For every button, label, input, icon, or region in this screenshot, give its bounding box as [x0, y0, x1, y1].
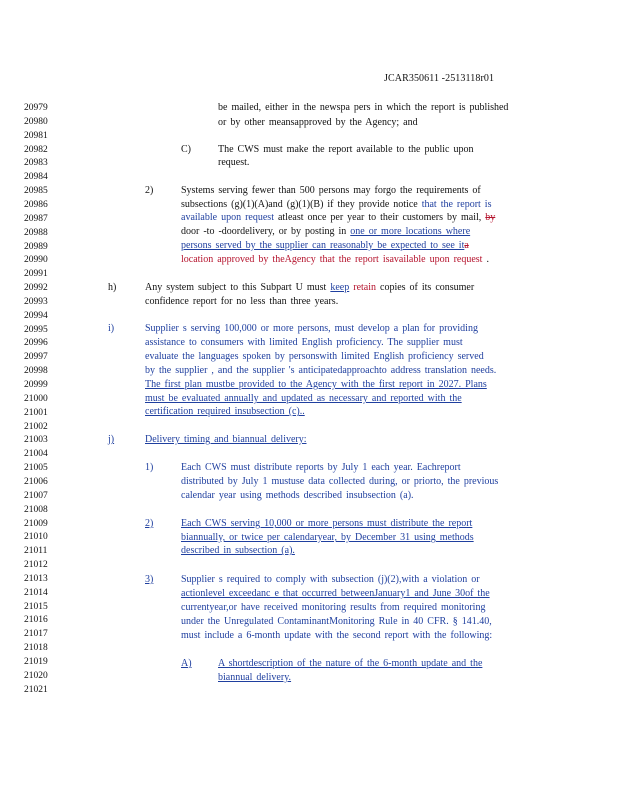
item-j2-line-2: biannually, or twice per calendaryear, by December 31 using methods [181, 532, 474, 543]
inserted-text: available upon request [181, 212, 274, 223]
item-i-line-3: evaluate the languages spoken by personswith limited English proficiency served [145, 351, 484, 362]
item-c-line-1: The CWS must make the report available to the public upon [218, 144, 474, 155]
item-j2-line-3: described in subsection (a). [181, 545, 295, 556]
item-j3-line-1: Supplier s required to comply with subsection (j)(2),with a violation or [181, 574, 480, 585]
line-number: 20997 [24, 352, 48, 363]
line-number: 20983 [24, 158, 48, 169]
line-number: 21016 [24, 615, 48, 626]
item-j1-line-2: distributed by July 1 mustuse data collected during, or priorto, the previous [181, 476, 499, 487]
line-number: 21010 [24, 532, 48, 543]
line-number: 21007 [24, 490, 48, 501]
line-number: 20982 [24, 144, 48, 155]
item-jA-line-1: A shortdescription of the nature of the 6-month update and the [218, 658, 483, 669]
line-number: 21003 [24, 435, 48, 446]
block-a-line-2: or by other meansapproved by the Agency; and [218, 117, 418, 128]
item-j1-line-1: Each CWS must distribute reports by July 1 each year. Eachreport [181, 462, 461, 473]
item-2-line-2 [181, 199, 491, 211]
block-a-line-1: be mailed, either in the newspa pers in which the report is published [218, 102, 509, 113]
line-number: 20987 [24, 213, 48, 224]
line-number: 21018 [24, 643, 48, 654]
item-2-line-1: Systems serving fewer than 500 persons may forgo the requirements of [181, 185, 481, 196]
line-number: 21009 [24, 518, 48, 529]
item-j1-line-3: calendar year using methods described insubsection (a). [181, 490, 414, 501]
line-number: 21004 [24, 449, 48, 460]
line-number: 20994 [24, 310, 48, 321]
item-h-line-2: confidence report for no less than three years. [145, 296, 339, 307]
item-j3-line-5: must include a 6-month update with the second report with the following: [181, 630, 493, 641]
revised-text: location approved by theAgency that the report isavailable upon request [181, 254, 483, 265]
line-number: 21020 [24, 670, 48, 681]
line-number: 20991 [24, 269, 48, 280]
item-c-line-2: request. [218, 157, 250, 168]
item-i-label: i) [108, 323, 115, 334]
line-number: 20980 [24, 116, 48, 127]
line-number: 20986 [24, 199, 48, 210]
item-j2-line-1: Each CWS serving 10,000 or more persons must distribute the report [181, 518, 473, 529]
inserted-text: persons served by the supplier can reasonably be expected to see it [181, 240, 465, 251]
line-number: 21005 [24, 463, 48, 474]
inserted-text: keep [330, 282, 350, 293]
item-2-line-4 [181, 226, 470, 238]
line-number: 21006 [24, 476, 48, 487]
item-2-label: 2) [145, 185, 154, 196]
item-j3-label: 3) [145, 574, 154, 585]
line-number: 21008 [24, 504, 48, 515]
line-number: 21000 [24, 393, 48, 404]
item-2-line-3-text: atleast once per year to their customers by mail, [273, 212, 486, 223]
line-number: 20995 [24, 324, 48, 335]
line-number: 21011 [24, 546, 48, 557]
item-2-line-2-text: subsections (g)(1)(A)and (g)(1)(B) if they provide notice [181, 199, 422, 210]
item-h-line-1-text: Any system subject to this Subpart U must [145, 282, 331, 293]
line-number: 21013 [24, 573, 48, 584]
item-c-label: C) [181, 144, 191, 155]
item-i-line-4: by the supplier , and the supplier 's anticipatedapproachto address translation needs. [145, 365, 497, 376]
deleted-text: by [485, 212, 496, 223]
line-number: 21012 [24, 560, 48, 570]
item-i-line-2: assistance to consumers with limited English proficiency. The supplier must [145, 337, 463, 348]
line-number: 20996 [24, 338, 48, 349]
item-j3-line-2: actionlevel exceedanc e that occurred betweenJanuary1 and June 30of the [181, 588, 490, 599]
item-h-line-1-end: copies of its consumer [376, 282, 475, 293]
item-jA-line-2: biannual delivery. [218, 672, 292, 683]
line-number: 20984 [24, 172, 48, 183]
item-2-line-6-end: . [482, 254, 489, 265]
line-number: 20985 [24, 186, 48, 197]
line-number: 20998 [24, 366, 48, 377]
line-number: 20992 [24, 283, 48, 293]
line-number: 20989 [24, 241, 48, 252]
line-number: 20990 [24, 255, 48, 266]
item-j-heading: Delivery timing and biannual delivery: [145, 434, 307, 445]
item-j2-label: 2) [145, 518, 154, 529]
line-number: 21015 [24, 601, 48, 612]
item-i-line-1: Supplier s serving 100,000 or more persons, must develop a plan for providing [145, 323, 478, 334]
line-number: 21001 [24, 407, 48, 418]
item-jA-label: A) [181, 658, 192, 669]
deleted-text: a [464, 240, 469, 251]
item-2-line-6 [181, 254, 489, 266]
item-2-line-5 [181, 240, 469, 252]
line-number: 21019 [24, 657, 48, 667]
item-i-line-6: must be evaluated annually and updated as necessary and reported with the [145, 393, 462, 404]
item-2-line-4-text: door -to -doordelivery, or by posting in [181, 226, 351, 237]
item-h-label: h) [108, 282, 117, 293]
item-j3-line-3: currentyear,or have received monitoring results from required monitoring [181, 602, 486, 613]
line-number: 21014 [24, 587, 48, 598]
line-number: 20981 [24, 130, 48, 141]
item-j1-label: 1) [145, 462, 154, 473]
line-number: 20999 [24, 380, 48, 390]
line-number: 20979 [24, 103, 48, 113]
line-number: 20988 [24, 227, 48, 238]
item-i-line-7: certification required insubsection (c).. [145, 406, 305, 417]
line-number: 21017 [24, 629, 48, 640]
line-number: 21021 [24, 684, 48, 695]
document-id-header: JCAR350611 -2513118r01 [384, 73, 495, 84]
line-number: 21002 [24, 421, 48, 432]
item-i-line-5: The first plan mustbe provided to the Agency with the first report in 2027. Plans [145, 379, 487, 390]
item-j3-line-4: under the Unregulated ContaminantMonitoring Rule in 40 CFR. § 141.40, [181, 616, 492, 627]
inserted-text: one or more locations where [350, 226, 471, 237]
item-2-line-3 [181, 212, 495, 224]
item-h-line-1 [145, 282, 474, 294]
revised-text: retain [353, 282, 376, 293]
item-j-label: j) [108, 434, 115, 445]
line-number: 20993 [24, 296, 48, 307]
inserted-text: that the report is [421, 199, 492, 210]
